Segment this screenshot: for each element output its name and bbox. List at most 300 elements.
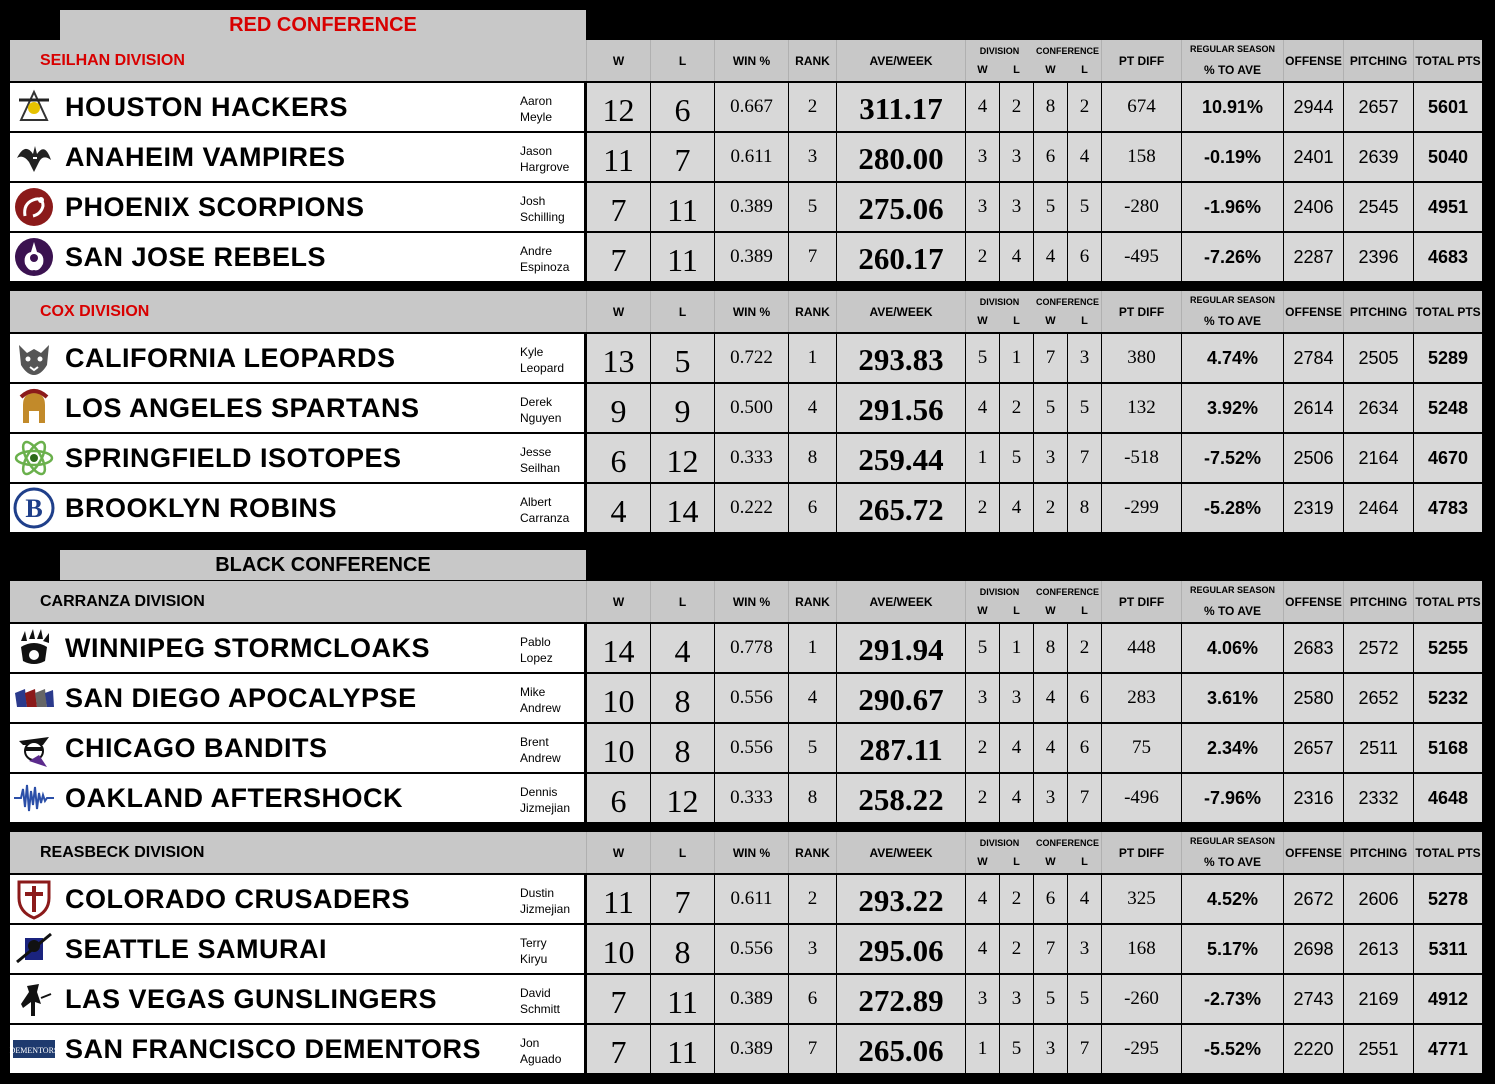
stat-diff: -495 bbox=[1102, 233, 1181, 281]
header-label: L bbox=[1013, 315, 1020, 327]
stat-cl: 4 bbox=[1068, 133, 1101, 181]
team-name: PHOENIX SCORPIONS bbox=[65, 192, 365, 222]
header-off bbox=[1284, 832, 1343, 873]
header-pct bbox=[715, 40, 788, 81]
team-cell bbox=[10, 434, 584, 482]
owner-last-name: Schmitt bbox=[520, 1002, 561, 1016]
team-cell bbox=[10, 925, 584, 973]
stat-ave: 287.11 bbox=[837, 724, 965, 772]
header-label: L bbox=[1081, 64, 1088, 76]
header-l bbox=[651, 832, 714, 873]
header-label: W bbox=[1045, 605, 1056, 617]
owner-first-name: Aaron bbox=[520, 94, 553, 108]
stat-rs: 10.91% bbox=[1182, 83, 1283, 131]
stat-diff: 283 bbox=[1102, 674, 1181, 722]
header-label: W bbox=[1045, 856, 1056, 868]
owner-last-name: Kiryu bbox=[520, 952, 548, 966]
team-row bbox=[10, 925, 1482, 973]
owner-name bbox=[520, 935, 584, 967]
team-name: COLORADO CRUSADERS bbox=[65, 884, 411, 914]
stat-pct: 0.500 bbox=[715, 384, 788, 432]
owner-name bbox=[520, 193, 584, 225]
team-cell bbox=[10, 674, 584, 722]
stat-pit: 2639 bbox=[1344, 133, 1413, 181]
stat-dw: 3 bbox=[966, 133, 999, 181]
header-label: OFFENSE bbox=[1285, 846, 1342, 860]
stat-off: 2743 bbox=[1284, 975, 1343, 1023]
header-label: OFFENSE bbox=[1285, 595, 1342, 609]
stat-pit: 2606 bbox=[1344, 875, 1413, 923]
header-label: AVE/WEEK bbox=[869, 846, 933, 860]
stat-l: 12 bbox=[651, 774, 714, 822]
stat-tot: 5311 bbox=[1414, 925, 1482, 973]
team-name: WINNIPEG STORMCLOAKS bbox=[65, 633, 431, 663]
header-off bbox=[1284, 40, 1343, 81]
stat-dl: 2 bbox=[1000, 83, 1033, 131]
stat-pct: 0.611 bbox=[715, 133, 788, 181]
team-row bbox=[10, 484, 1482, 532]
gunslinger-logo-icon bbox=[13, 978, 55, 1020]
header-label: DIVISION bbox=[979, 297, 1020, 307]
header-pit bbox=[1344, 581, 1413, 622]
stat-rank: 1 bbox=[789, 624, 836, 672]
stat-rs: -5.52% bbox=[1182, 1025, 1283, 1073]
stat-tot: 5255 bbox=[1414, 624, 1482, 672]
stat-cw: 6 bbox=[1034, 875, 1067, 923]
stat-pit: 2545 bbox=[1344, 183, 1413, 231]
header-label: W bbox=[612, 305, 625, 319]
header-label: W bbox=[612, 54, 625, 68]
owner-name bbox=[520, 634, 584, 666]
header-label: PT DIFF bbox=[1118, 54, 1165, 68]
stat-l: 11 bbox=[651, 1025, 714, 1073]
header-label: OFFENSE bbox=[1285, 305, 1342, 319]
owner-last-name: Lopez bbox=[520, 651, 553, 665]
stat-rs: 3.61% bbox=[1182, 674, 1283, 722]
stat-w: 11 bbox=[587, 875, 650, 923]
owner-first-name: Jason bbox=[520, 144, 553, 158]
header-rank bbox=[789, 832, 836, 873]
header-label: L bbox=[1081, 315, 1088, 327]
stat-rs: 4.52% bbox=[1182, 875, 1283, 923]
header-label: L bbox=[678, 305, 687, 319]
dementors-wordmark-logo-icon bbox=[9, 1028, 59, 1070]
header-regular-season bbox=[1182, 291, 1283, 332]
team-cell bbox=[10, 1025, 584, 1073]
team-row bbox=[10, 334, 1482, 382]
owner-name bbox=[520, 885, 584, 917]
header-rank bbox=[789, 581, 836, 622]
header-ave bbox=[837, 291, 965, 332]
owner-first-name: Andre bbox=[520, 244, 553, 258]
header-label: PITCHING bbox=[1349, 846, 1408, 860]
stat-ave: 265.72 bbox=[837, 484, 965, 532]
owner-name bbox=[520, 143, 584, 175]
division-name: CARRANZA DIVISION bbox=[40, 593, 205, 610]
stat-w: 7 bbox=[587, 183, 650, 231]
header-label: W bbox=[612, 846, 625, 860]
stat-off: 2614 bbox=[1284, 384, 1343, 432]
owner-last-name: Espinoza bbox=[520, 260, 570, 274]
header-label: PT DIFF bbox=[1118, 305, 1165, 319]
owner-last-name: Leopard bbox=[520, 361, 565, 375]
stat-rank: 4 bbox=[789, 384, 836, 432]
header-label: W bbox=[977, 605, 988, 617]
stat-pct: 0.722 bbox=[715, 334, 788, 382]
header-label: AVE/WEEK bbox=[869, 595, 933, 609]
stat-rank: 5 bbox=[789, 183, 836, 231]
header-label: TOTAL PTS bbox=[1415, 305, 1481, 319]
team-name: LAS VEGAS GUNSLINGERS bbox=[65, 984, 438, 1014]
header-label: W bbox=[977, 315, 988, 327]
owner-first-name: Josh bbox=[520, 194, 546, 208]
stat-pct: 0.778 bbox=[715, 624, 788, 672]
stat-l: 11 bbox=[651, 233, 714, 281]
stat-l: 8 bbox=[651, 925, 714, 973]
stat-diff: -295 bbox=[1102, 1025, 1181, 1073]
header-tot bbox=[1414, 832, 1482, 873]
division-table bbox=[10, 832, 1482, 1075]
stat-cw: 4 bbox=[1034, 724, 1067, 772]
header-pit bbox=[1344, 40, 1413, 81]
team-row bbox=[10, 384, 1482, 432]
header-label: % TO AVE bbox=[1203, 855, 1262, 869]
owner-last-name: Jizmejian bbox=[520, 801, 571, 815]
header-diff bbox=[1102, 291, 1181, 332]
team-row bbox=[10, 133, 1482, 181]
team-row bbox=[10, 624, 1482, 672]
stat-cw: 8 bbox=[1034, 624, 1067, 672]
seismograph-logo-icon bbox=[13, 777, 55, 819]
header-label: REGULAR SEASON bbox=[1189, 44, 1275, 54]
svg-text:B: B bbox=[25, 494, 43, 523]
header-label: REGULAR SEASON bbox=[1189, 585, 1275, 595]
owner-first-name: Dennis bbox=[520, 785, 558, 799]
stat-ave: 295.06 bbox=[837, 925, 965, 973]
stat-ave: 293.22 bbox=[837, 875, 965, 923]
header-label: L bbox=[1013, 605, 1020, 617]
header-label: L bbox=[678, 846, 687, 860]
stat-rs: -5.28% bbox=[1182, 484, 1283, 532]
stat-diff: 75 bbox=[1102, 724, 1181, 772]
stat-l: 5 bbox=[651, 334, 714, 382]
stat-cl: 6 bbox=[1068, 724, 1101, 772]
header-w bbox=[587, 581, 650, 622]
stat-cw: 7 bbox=[1034, 334, 1067, 382]
team-cell bbox=[10, 183, 584, 231]
header-label: AVE/WEEK bbox=[869, 305, 933, 319]
stat-w: 11 bbox=[587, 133, 650, 181]
header-label: L bbox=[1081, 856, 1088, 868]
stat-ave: 265.06 bbox=[837, 1025, 965, 1073]
stat-pit: 2652 bbox=[1344, 674, 1413, 722]
stat-tot: 5601 bbox=[1414, 83, 1482, 131]
stat-w: 12 bbox=[587, 83, 650, 131]
header-tot bbox=[1414, 40, 1482, 81]
stat-l: 11 bbox=[651, 183, 714, 231]
bandit-logo-icon bbox=[13, 727, 55, 769]
owner-first-name: David bbox=[520, 986, 551, 1000]
stat-dw: 1 bbox=[966, 1025, 999, 1073]
owner-first-name: Mike bbox=[520, 685, 546, 699]
header-label: W bbox=[1045, 64, 1056, 76]
stat-cw: 4 bbox=[1034, 233, 1067, 281]
header-l bbox=[651, 40, 714, 81]
header-l bbox=[651, 291, 714, 332]
header-pit bbox=[1344, 291, 1413, 332]
stat-dl: 3 bbox=[1000, 975, 1033, 1023]
stat-rs: 4.06% bbox=[1182, 624, 1283, 672]
stat-pct: 0.556 bbox=[715, 724, 788, 772]
stat-pct: 0.667 bbox=[715, 83, 788, 131]
stat-cl: 3 bbox=[1068, 334, 1101, 382]
team-name: SAN DIEGO APOCALYPSE bbox=[65, 683, 417, 713]
stat-cl: 7 bbox=[1068, 434, 1101, 482]
stat-l: 8 bbox=[651, 674, 714, 722]
stat-off: 2406 bbox=[1284, 183, 1343, 231]
division-name: SEILHAN DIVISION bbox=[40, 52, 185, 69]
stat-rank: 6 bbox=[789, 975, 836, 1023]
header-division-record bbox=[966, 832, 1033, 873]
stat-dw: 2 bbox=[966, 774, 999, 822]
stat-pit: 2332 bbox=[1344, 774, 1413, 822]
stat-rank: 3 bbox=[789, 133, 836, 181]
stat-tot: 4648 bbox=[1414, 774, 1482, 822]
stat-rs: 4.74% bbox=[1182, 334, 1283, 382]
owner-last-name: Andrew bbox=[520, 751, 561, 765]
header-label: % TO AVE bbox=[1203, 63, 1262, 77]
stat-cl: 5 bbox=[1068, 183, 1101, 231]
stat-cw: 4 bbox=[1034, 674, 1067, 722]
stat-off: 2287 bbox=[1284, 233, 1343, 281]
header-label: WIN % bbox=[732, 54, 771, 68]
header-ave bbox=[837, 40, 965, 81]
stat-cw: 6 bbox=[1034, 133, 1067, 181]
paw-logo-icon bbox=[13, 627, 55, 669]
stat-ave: 311.17 bbox=[837, 83, 965, 131]
stat-cl: 7 bbox=[1068, 1025, 1101, 1073]
stat-cw: 5 bbox=[1034, 183, 1067, 231]
stat-ave: 280.00 bbox=[837, 133, 965, 181]
team-row bbox=[10, 724, 1482, 772]
stat-diff: -260 bbox=[1102, 975, 1181, 1023]
stat-pct: 0.333 bbox=[715, 774, 788, 822]
stat-ave: 272.89 bbox=[837, 975, 965, 1023]
team-row bbox=[10, 83, 1482, 131]
stat-dw: 2 bbox=[966, 724, 999, 772]
stat-pit: 2505 bbox=[1344, 334, 1413, 382]
division-header bbox=[10, 40, 1482, 81]
stat-l: 6 bbox=[651, 83, 714, 131]
header-conference-record bbox=[1034, 291, 1101, 332]
stat-dl: 1 bbox=[1000, 334, 1033, 382]
stat-cl: 5 bbox=[1068, 975, 1101, 1023]
owner-name bbox=[520, 394, 584, 426]
stat-tot: 5248 bbox=[1414, 384, 1482, 432]
stat-dl: 3 bbox=[1000, 133, 1033, 181]
stat-diff: -496 bbox=[1102, 774, 1181, 822]
team-name: ANAHEIM VAMPIRES bbox=[65, 142, 346, 172]
header-w bbox=[587, 291, 650, 332]
header-pct bbox=[715, 581, 788, 622]
stat-dw: 3 bbox=[966, 183, 999, 231]
stat-dw: 2 bbox=[966, 484, 999, 532]
owner-name bbox=[520, 684, 584, 716]
stat-cl: 4 bbox=[1068, 875, 1101, 923]
team-row bbox=[10, 774, 1482, 822]
stat-dw: 4 bbox=[966, 875, 999, 923]
division-header bbox=[10, 581, 1482, 622]
scorpion-logo-icon bbox=[13, 186, 55, 228]
stat-ave: 258.22 bbox=[837, 774, 965, 822]
team-cell bbox=[10, 133, 584, 181]
header-conference-record bbox=[1034, 40, 1101, 81]
stat-pit: 2572 bbox=[1344, 624, 1413, 672]
team-name: CHICAGO BANDITS bbox=[65, 733, 328, 763]
header-diff bbox=[1102, 832, 1181, 873]
stat-rs: -1.96% bbox=[1182, 183, 1283, 231]
stat-pit: 2169 bbox=[1344, 975, 1413, 1023]
owner-name bbox=[520, 734, 584, 766]
stat-w: 10 bbox=[587, 724, 650, 772]
stat-diff: -280 bbox=[1102, 183, 1181, 231]
stat-w: 10 bbox=[587, 674, 650, 722]
stat-pct: 0.222 bbox=[715, 484, 788, 532]
team-name: HOUSTON HACKERS bbox=[65, 92, 349, 122]
team-name: SPRINGFIELD ISOTOPES bbox=[65, 443, 402, 473]
division-header bbox=[10, 291, 1482, 332]
stat-rank: 5 bbox=[789, 724, 836, 772]
header-label: W bbox=[977, 856, 988, 868]
owner-last-name: Aguado bbox=[520, 1052, 562, 1066]
header-label: CONFERENCE bbox=[1035, 838, 1099, 848]
stat-pct: 0.389 bbox=[715, 1025, 788, 1073]
stat-cw: 7 bbox=[1034, 925, 1067, 973]
header-label: TOTAL PTS bbox=[1415, 54, 1481, 68]
stat-rs: -7.52% bbox=[1182, 434, 1283, 482]
stat-dw: 3 bbox=[966, 975, 999, 1023]
stat-rs: -0.19% bbox=[1182, 133, 1283, 181]
owner-first-name: Kyle bbox=[520, 345, 544, 359]
stat-dl: 4 bbox=[1000, 774, 1033, 822]
stat-l: 14 bbox=[651, 484, 714, 532]
stat-pct: 0.611 bbox=[715, 875, 788, 923]
stat-pit: 2634 bbox=[1344, 384, 1413, 432]
team-cell bbox=[10, 384, 584, 432]
team-name: BROOKLYN ROBINS bbox=[65, 493, 338, 523]
team-row bbox=[10, 975, 1482, 1023]
header-off bbox=[1284, 581, 1343, 622]
stat-rank: 1 bbox=[789, 334, 836, 382]
stat-rs: 2.34% bbox=[1182, 724, 1283, 772]
stat-rs: -2.73% bbox=[1182, 975, 1283, 1023]
header-label: WIN % bbox=[732, 595, 771, 609]
stat-off: 2657 bbox=[1284, 724, 1343, 772]
header-label: L bbox=[1081, 605, 1088, 617]
stat-rank: 2 bbox=[789, 875, 836, 923]
header-label: L bbox=[678, 595, 687, 609]
stat-w: 6 bbox=[587, 434, 650, 482]
stat-dw: 3 bbox=[966, 674, 999, 722]
stat-pit: 2396 bbox=[1344, 233, 1413, 281]
stat-dw: 4 bbox=[966, 83, 999, 131]
header-label: CONFERENCE bbox=[1035, 587, 1099, 597]
header-regular-season bbox=[1182, 832, 1283, 873]
stat-rank: 8 bbox=[789, 434, 836, 482]
team-row bbox=[10, 875, 1482, 923]
stat-l: 8 bbox=[651, 724, 714, 772]
crusader-shield-logo-icon bbox=[13, 878, 55, 920]
team-row bbox=[10, 183, 1482, 231]
stat-dl: 5 bbox=[1000, 434, 1033, 482]
header-conference-record bbox=[1034, 581, 1101, 622]
header-label: TOTAL PTS bbox=[1415, 595, 1481, 609]
stat-tot: 4912 bbox=[1414, 975, 1482, 1023]
header-tot bbox=[1414, 291, 1482, 332]
stat-pct: 0.556 bbox=[715, 925, 788, 973]
stat-pct: 0.389 bbox=[715, 233, 788, 281]
stat-off: 2506 bbox=[1284, 434, 1343, 482]
stat-off: 2698 bbox=[1284, 925, 1343, 973]
header-w bbox=[587, 832, 650, 873]
stat-off: 2319 bbox=[1284, 484, 1343, 532]
stat-w: 10 bbox=[587, 925, 650, 973]
team-name: CALIFORNIA LEOPARDS bbox=[65, 343, 396, 373]
header-label: CONFERENCE bbox=[1035, 297, 1099, 307]
stat-ave: 260.17 bbox=[837, 233, 965, 281]
stat-diff: -299 bbox=[1102, 484, 1181, 532]
stat-cw: 3 bbox=[1034, 774, 1067, 822]
stat-dl: 1 bbox=[1000, 624, 1033, 672]
owner-name bbox=[520, 985, 584, 1017]
owner-first-name: Pablo bbox=[520, 635, 551, 649]
stat-tot: 4670 bbox=[1414, 434, 1482, 482]
stat-tot: 5289 bbox=[1414, 334, 1482, 382]
team-cell bbox=[10, 975, 584, 1023]
owner-last-name: Schilling bbox=[520, 210, 565, 224]
header-w bbox=[587, 40, 650, 81]
team-row bbox=[10, 233, 1482, 281]
header-label: REGULAR SEASON bbox=[1189, 295, 1275, 305]
stat-w: 9 bbox=[587, 384, 650, 432]
stat-rank: 7 bbox=[789, 1025, 836, 1073]
stat-w: 4 bbox=[587, 484, 650, 532]
owner-first-name: Jon bbox=[520, 1036, 540, 1050]
stat-dl: 4 bbox=[1000, 724, 1033, 772]
team-row bbox=[10, 434, 1482, 482]
stat-pit: 2613 bbox=[1344, 925, 1413, 973]
stat-rs: -7.96% bbox=[1182, 774, 1283, 822]
header-pit bbox=[1344, 832, 1413, 873]
team-cell bbox=[10, 875, 584, 923]
stat-tot: 5040 bbox=[1414, 133, 1482, 181]
team-name: OAKLAND AFTERSHOCK bbox=[65, 783, 403, 813]
stat-l: 4 bbox=[651, 624, 714, 672]
stat-rank: 8 bbox=[789, 774, 836, 822]
team-cell bbox=[10, 233, 584, 281]
stat-dw: 1 bbox=[966, 434, 999, 482]
owner-first-name: Derek bbox=[520, 395, 553, 409]
header-label: CONFERENCE bbox=[1035, 46, 1099, 56]
owner-first-name: Dustin bbox=[520, 886, 555, 900]
stat-l: 9 bbox=[651, 384, 714, 432]
stat-rank: 7 bbox=[789, 233, 836, 281]
stat-cl: 2 bbox=[1068, 83, 1101, 131]
horsemen-logo-icon bbox=[13, 677, 55, 719]
stat-rank: 6 bbox=[789, 484, 836, 532]
owner-name bbox=[520, 93, 584, 125]
stat-cl: 5 bbox=[1068, 384, 1101, 432]
